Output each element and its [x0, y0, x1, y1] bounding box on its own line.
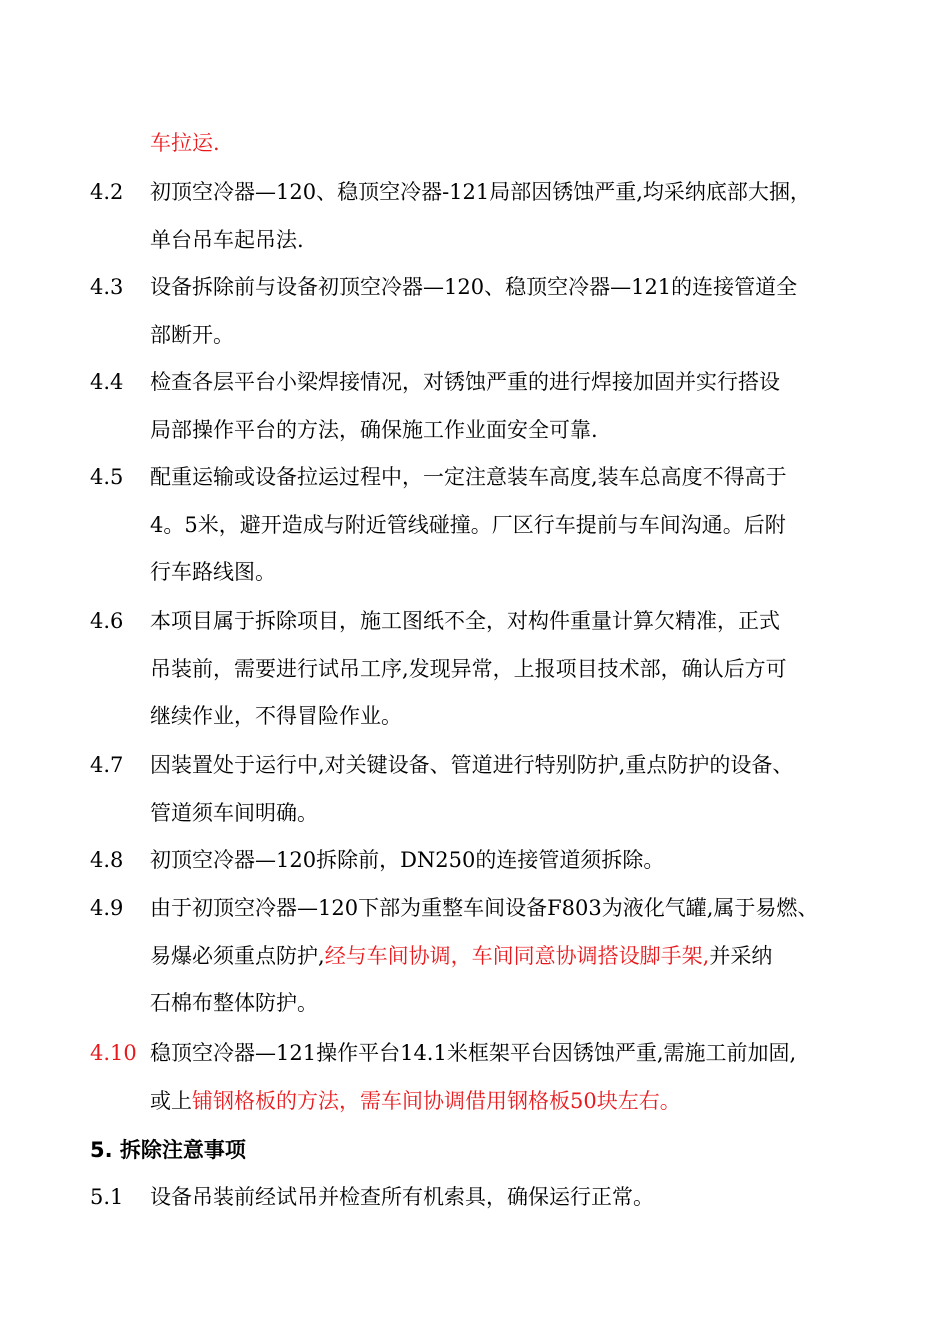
item-line: 设备拆除前与设备初顶空冷器—120、稳顶空冷器—121的连接管道全	[150, 275, 798, 299]
item-line: 配重运输或设备拉运过程中，一定注意装车高度,装车总高度不得高于	[150, 465, 787, 489]
item-number: 4.3	[90, 275, 124, 299]
item-number: 4.2	[90, 180, 124, 204]
item-number: 4.7	[90, 753, 124, 777]
item-line: 吊装前，需要进行试吊工序,发现异常，上报项目技术部，确认后方可	[150, 656, 787, 681]
highlighted-text: 经与车间协调，车间同意协调搭设脚手架,	[324, 943, 710, 968]
item-line: 由于初顶空冷器—120下部为重整车间设备F803为液化气罐,属于易燃、	[150, 896, 819, 920]
item-number: 4.8	[90, 848, 124, 872]
item-number: 4.4	[90, 370, 124, 394]
item-line: 局部操作平台的方法，确保施工作业面安全可靠.	[150, 417, 598, 442]
item-line: 初顶空冷器—120拆除前，DN250的连接管道须拆除。	[150, 848, 665, 872]
text-segment: 易爆必须重点防护,	[150, 943, 325, 968]
item-line: 石棉布整体防护。	[150, 991, 318, 1015]
item-line: 本项目属于拆除项目，施工图纸不全，对构件重量计算欠精准，正式	[150, 609, 780, 633]
item-line-mixed	[150, 933, 772, 981]
item-number: 4.5	[90, 465, 124, 489]
item-line: 初顶空冷器—120、稳顶空冷器-121局部因锈蚀严重,均采纳底部大捆，	[150, 180, 811, 204]
item-line: 单台吊车起吊法.	[150, 227, 304, 252]
item-number: 4.9	[90, 896, 124, 920]
item-line: 检查各层平台小梁焊接情况，对锈蚀严重的进行焊接加固并实行搭设	[150, 370, 780, 394]
highlighted-text: 铺钢格板的方法，需车间协调借用钢格板50块左右。	[192, 1088, 681, 1113]
section-heading: 5. 拆除注意事项	[90, 1138, 246, 1162]
item-line: 行车路线图。	[150, 560, 276, 584]
item-number: 5.1	[90, 1185, 124, 1209]
item-line: 4。5米，避开造成与附近管线碰撞。厂区行车提前与车间沟通。后附	[150, 512, 786, 537]
item-line: 因装置处于运行中,对关键设备、管道进行特别防护,重点防护的设备、	[150, 753, 794, 777]
item-number: 4.6	[90, 609, 124, 633]
item-number: 4.10	[90, 1041, 137, 1065]
text-segment: 并采纳	[709, 943, 773, 968]
item-line: 设备吊装前经试吊并检查所有机索具，确保运行正常。	[150, 1185, 654, 1209]
item-line: 稳顶空冷器—121操作平台14.1米框架平台因锈蚀严重,需施工前加固,	[150, 1041, 797, 1065]
text-segment: 或上	[150, 1088, 192, 1113]
item-line-mixed	[150, 1078, 681, 1126]
item-line: 管道须车间明确。	[150, 800, 318, 825]
continuation-text: 车拉运.	[150, 131, 220, 155]
item-line: 继续作业，不得冒险作业。	[150, 704, 402, 728]
item-line: 部断开。	[150, 322, 234, 347]
